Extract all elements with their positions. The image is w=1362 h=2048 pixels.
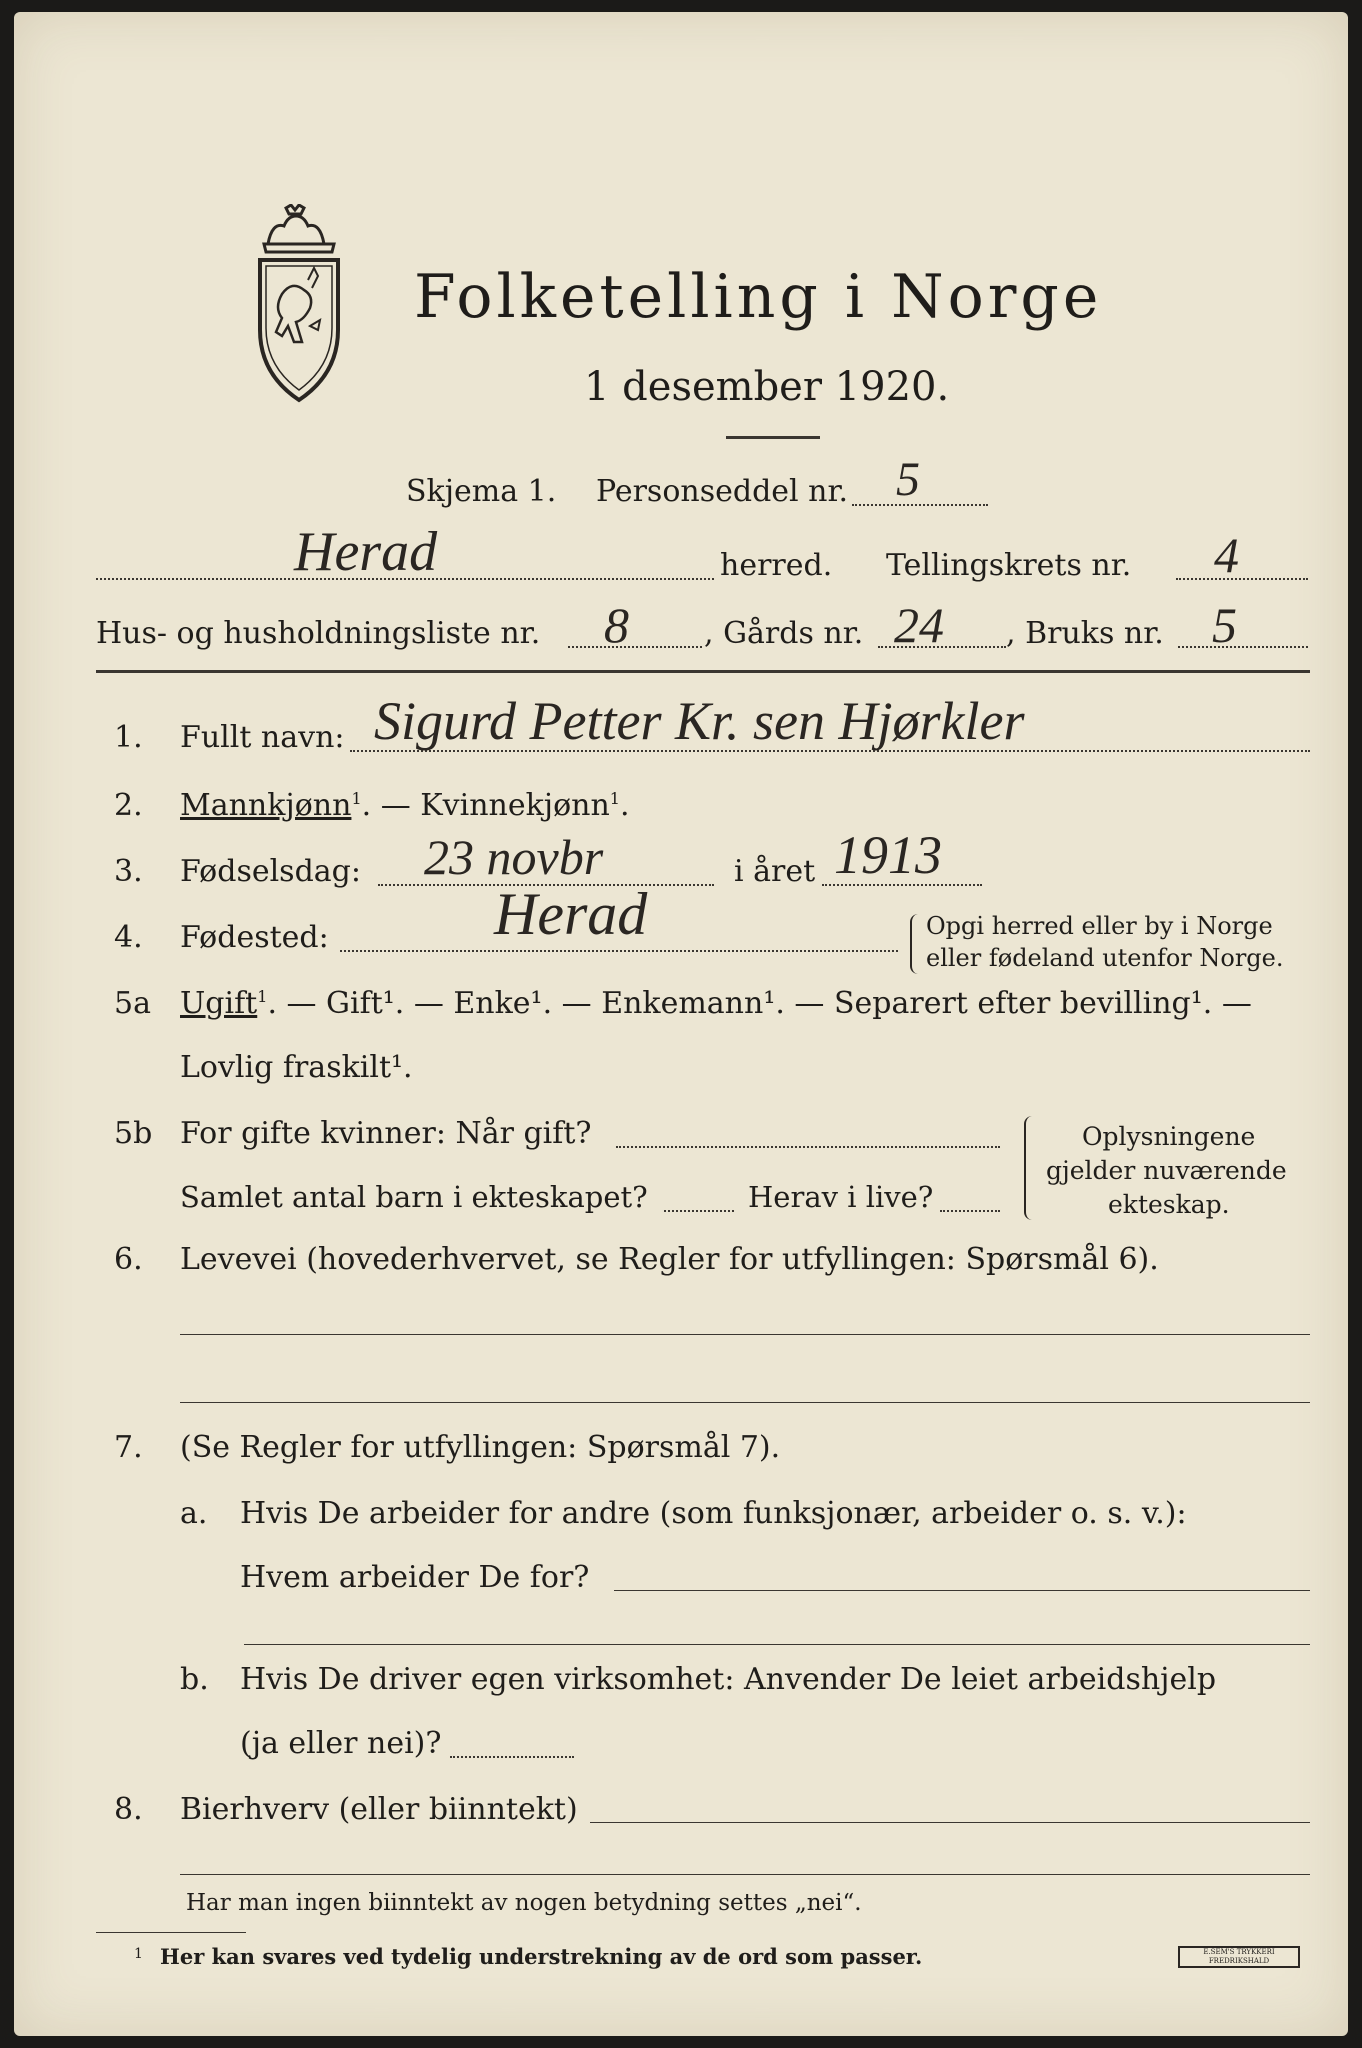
q7b-letter: b. [180,1662,209,1697]
q2-number: 2. [114,788,143,823]
hus-label: Hus- og husholdningsliste nr. [96,616,541,651]
footnote-divider [96,1932,246,1933]
form-title: Folketelling i Norge [414,262,1103,332]
q5b-note-line3: ekteskap. [1108,1190,1230,1219]
q6-number: 6. [114,1242,143,1277]
tellingskrets-dots [1176,578,1308,580]
q5a-options [180,986,1252,1021]
header-separator [96,670,1310,673]
printer-stamp [1178,1946,1300,1968]
personseddel-dots [852,504,988,506]
q7b-text: Hvis De driver egen virksomhet: Anvender De leiet arbeidshjelp [240,1662,1217,1697]
personseddel-value[interactable]: 5 [896,453,920,506]
q7a-answer-line2[interactable] [244,1644,1310,1645]
q3-year-label: i året [734,854,816,889]
coat-of-arms-icon [248,204,350,414]
q5b-alive-label: Herav i live? [748,1180,934,1214]
skjema-label: Skjema 1. [406,474,557,509]
tellingskrets-value[interactable]: 4 [1214,527,1239,583]
q3-label: Fødselsdag: [180,854,361,889]
q8-answer-line2[interactable] [180,1874,1310,1875]
q7a-text2: Hvem arbeider De for? [240,1560,590,1595]
q5b-note-line2: gjelder nuværende [1046,1156,1287,1185]
gards-value[interactable]: 24 [894,597,944,653]
hus-dots [568,646,702,648]
q5a-number: 5a [114,986,151,1021]
herred-value[interactable]: Herad [294,521,438,583]
q1-number: 1. [114,720,143,755]
q6-label: Levevei (hovederhvervet, se Regler for utfyllingen: Spørsmål 6). [180,1242,1159,1277]
q7-label: (Se Regler for utfyllingen: Spørsmål 7). [180,1430,781,1465]
footnote-mark: 1 [134,1946,143,1962]
marital-ugift-option[interactable]: Ugift [180,986,258,1021]
q7a-letter: a. [180,1496,208,1531]
census-form-page [14,12,1348,2036]
hus-value[interactable]: 8 [604,597,629,653]
q4-dots [340,950,898,952]
q6-answer-line1[interactable] [180,1334,1310,1335]
q8-number: 8. [114,1792,143,1827]
sex-male-option[interactable]: Mannkjønn [180,788,352,823]
personseddel-label: Personseddel nr. [596,474,849,509]
q4-note-brace [910,914,920,974]
printer-stamp-text: E.SEM'S TRYKKERI FREDRIKSHALD [1203,1948,1275,1965]
herred-label: herred. [720,548,833,583]
q7a-text: Hvis De arbeider for andre (som funksjonær, arbeider o. s. v.): [240,1496,1187,1531]
bruks-label: , Bruks nr. [1006,616,1164,651]
q2-male-footnote-mark: 1 [351,789,362,808]
q7-number: 7. [114,1430,143,1465]
q4-note-line2: eller fødeland utenfor Norge. [926,944,1284,972]
q5b-married-dots [616,1146,1000,1148]
q7b-answer-dots[interactable] [450,1756,574,1758]
full-name-value[interactable]: Sigurd Petter Kr. sen Hjørkler [374,691,1025,751]
q1-label: Fullt navn: [180,720,345,755]
gards-label: , Gårds nr. [704,616,864,651]
q7b-text2: (ja eller nei)? [240,1726,442,1761]
q5a-ugift-footnote-mark: 1 [257,987,268,1006]
q5b-note-line1: Oplysningene [1082,1122,1256,1151]
q5b-label: For gifte kvinner: Når gift? [180,1116,592,1151]
q2-options [180,788,630,823]
q6-answer-line2[interactable] [180,1402,1310,1403]
q5a-line2[interactable]: Lovlig fraskilt¹. [180,1050,413,1085]
bruks-dots [1178,646,1308,648]
q8-label: Bierhverv (eller biinntekt) [180,1792,578,1827]
q7a-answer-line1[interactable] [614,1590,1310,1591]
q5b-note-brace [1024,1116,1036,1220]
q4-number: 4. [114,920,143,955]
q8-answer-line1[interactable] [590,1822,1310,1823]
census-date: 1 desember 1920. [584,364,950,410]
no-income-note: Har man ingen biinntekt av nogen betydning settes „nei“. [186,1890,862,1916]
birthplace-value[interactable]: Herad [494,881,648,947]
bruks-value[interactable]: 5 [1212,597,1237,653]
q5b-number: 5b [114,1116,153,1151]
q2-end: . [619,788,630,823]
q4-note-line1: Opgi herred eller by i Norge [926,912,1273,940]
sex-female-option[interactable]: Kvinnekjønn [420,788,610,823]
marital-other-options[interactable]: . — Gift¹. — Enke¹. — Enkemann¹. — Separert efter bevilling¹. — [267,986,1252,1021]
q5b-children-dots [664,1210,734,1212]
q5b-children-label: Samlet antal barn i ekteskapet? [180,1180,648,1214]
q5b-alive-dots [940,1210,1000,1212]
tellingskrets-label: Tellingskrets nr. [886,548,1132,583]
q4-label: Fødested: [180,920,329,955]
birthday-value[interactable]: 23 novbr [424,829,604,885]
title-divider [726,436,820,439]
q3-number: 3. [114,854,143,889]
footnote-text: Her kan svares ved tydelig understrekning av de ord som passer. [160,1944,923,1969]
birth-year-value[interactable]: 1913 [834,825,942,885]
q2-separator: . — [361,788,421,823]
q2-female-footnote-mark: 1 [609,789,620,808]
